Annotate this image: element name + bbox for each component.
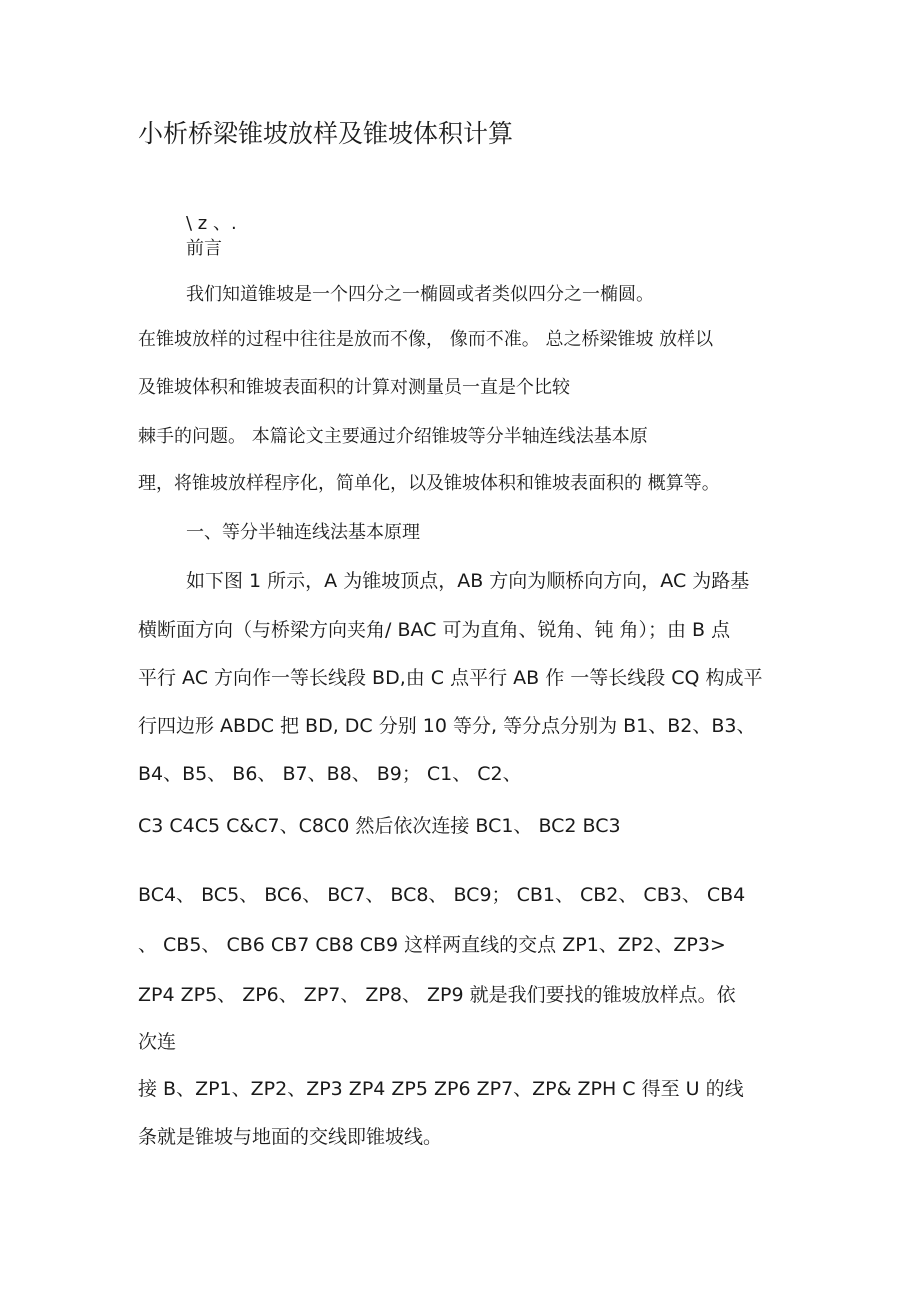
- paragraph-line: 、 CB5、 CB6 CB7 CB8 CB9 这样两直线的交点 ZP1、ZP2、ZP3>: [138, 934, 726, 956]
- paragraph-line: B4、B5、 B6、 B7、B8、 B9； C1、 C2、: [138, 763, 522, 785]
- paragraph-line: ZP4 ZP5、 ZP6、 ZP7、 ZP8、 ZP9 就是我们要找的锥坡放样点。依: [138, 984, 736, 1006]
- paragraph-line: 我们知道锥坡是一个四分之一椭圆或者类似四分之一椭圆。: [186, 284, 654, 305]
- section-heading-preface: 前言: [186, 238, 222, 259]
- paragraph-line: 在锥坡放样的过程中往往是放而不像， 像而不准。 总之桥梁锥坡 放样以: [138, 329, 714, 350]
- paragraph-line: 横断面方向（与桥梁方向夹角/ BAC 可为直角、锐角、钝 角）；由 B 点: [138, 619, 731, 641]
- paragraph-line: 平行 AC 方向作一等长线段 BD,由 C 点平行 AB 作 一等长线段 CQ 构成平: [138, 667, 763, 689]
- paragraph-line: 如下图 1 所示，A 为锥坡顶点，AB 方向为顺桥向方向，AC 为路基: [186, 570, 750, 592]
- scan-mark: \ z 、.: [186, 213, 237, 234]
- paragraph-line: BC4、 BC5、 BC6、 BC7、 BC8、 BC9； CB1、 CB2、 CB3、 CB4: [138, 884, 746, 906]
- paragraph-line: 行四边形 ABDC 把 BD, DC 分别 10 等分, 等分点分别为 B1、B2、B3、: [138, 715, 756, 737]
- paragraph-line: 棘手的问题。 本篇论文主要通过介绍锥坡等分半轴连线法基本原: [138, 426, 648, 447]
- paragraph-line: 及锥坡体积和锥坡表面积的计算对测量员一直是个比较: [138, 377, 570, 398]
- paragraph-line: 条就是锥坡与地面的交线即锥坡线。: [138, 1126, 443, 1148]
- paragraph-line: 接 B、ZP1、ZP2、ZP3 ZP4 ZP5 ZP6 ZP7、ZP& ZPH C 得至 U 的线: [138, 1078, 744, 1100]
- paragraph-line: C3 C4C5 C&C7、C8C0 然后依次连接 BC1、 BC2 BC3: [138, 815, 621, 837]
- paragraph-line: 次连: [138, 1031, 177, 1053]
- section-heading-1: 一、等分半轴连线法基本原理: [186, 522, 420, 543]
- paragraph-line: 理，将锥坡放样程序化，简单化，以及锥坡体积和锥坡表面积的 概算等。: [138, 473, 720, 494]
- document-title: 小析桥梁锥坡放样及锥坡体积计算: [138, 119, 514, 148]
